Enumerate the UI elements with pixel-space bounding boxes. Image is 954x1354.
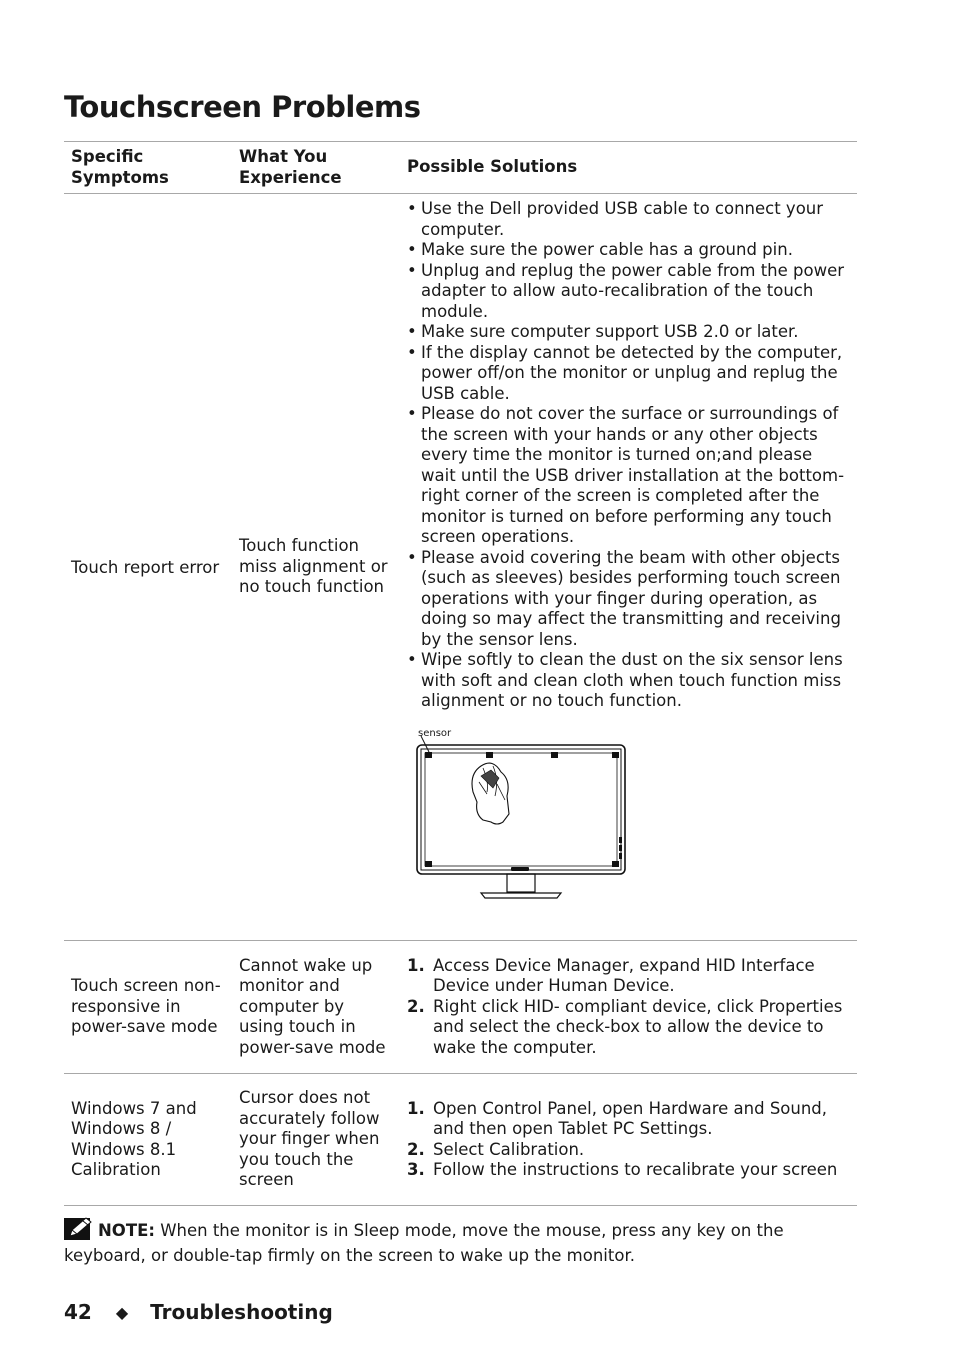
- list-item: • Wipe softly to clean the dust on the six sensor lens with soft and clean cloth when touch function miss alignment or no touch function.: [407, 650, 850, 712]
- list-item: • Please avoid covering the beam with other objects (such as sleeves) besides performing touch screen operations with your finger during operation, as doing so may affect the transmitting and receiving by the sensor lens.: [407, 548, 850, 651]
- list-item: [407, 1160, 850, 1181]
- list-item: • If the display cannot be detected by the computer, power off/on the monitor or unplug and replug the USB cable.: [407, 343, 850, 405]
- list-item: [407, 1140, 850, 1161]
- step-number: 3.: [407, 1160, 425, 1179]
- list-item: [407, 956, 850, 997]
- note-label: NOTE:: [98, 1221, 155, 1240]
- list-item: • Please do not cover the surface or surroundings of the screen with your hands or any other objects every time the monitor is turned on;and please wait until the USB driver installation at the bottom-right corner of the screen is completed after the monitor is turned on before performing any touch screen operations.: [407, 404, 850, 548]
- symptom-cell: Touch screen non-responsive in power-save mode: [71, 976, 221, 1037]
- header-solutions: Possible Solutions: [407, 157, 578, 177]
- step-number: 1.: [407, 955, 425, 975]
- monitor-illustration: [407, 722, 847, 927]
- table-row: [64, 1074, 857, 1206]
- step-number: 2.: [407, 1139, 425, 1159]
- step-number: 1.: [407, 1098, 425, 1118]
- experience-cell: Touch function miss alignment or no touch function: [239, 536, 388, 597]
- solutions-cell: [400, 941, 857, 1074]
- step-text: Follow the instructions to recalibrate your screen: [433, 1160, 838, 1179]
- table-row: [64, 194, 857, 941]
- solution-steps: [407, 956, 850, 1059]
- symptom-cell: Touch report error: [71, 557, 220, 577]
- solution-list: [407, 199, 850, 712]
- step-text: Select Calibration.: [433, 1139, 585, 1159]
- list-item: • Make sure the power cable has a ground pin.: [407, 240, 850, 261]
- page-footer: [64, 1300, 333, 1324]
- list-item: • Unplug and replug the power cable from the power adapter to allow auto-recalibration of the touch module.: [407, 261, 850, 323]
- note-paragraph: [64, 1216, 864, 1266]
- list-item: [407, 997, 850, 1059]
- section-name: Troubleshooting: [150, 1300, 333, 1324]
- symptom-cell: Windows 7 and Windows 8 / Windows 8.1 Calibration: [71, 1098, 197, 1179]
- solutions-cell: [400, 194, 857, 941]
- solutions-cell: [400, 1074, 857, 1206]
- page-title: Touchscreen Problems: [64, 90, 421, 124]
- step-text: Access Device Manager, expand HID Interface Device under Human Device.: [433, 955, 815, 996]
- note-text: When the monitor is in Sleep mode, move the mouse, press any key on the keyboard, or double-tap firmly on the screen to wake up the monitor.: [64, 1221, 784, 1265]
- experience-cell: Cursor does not accurately follow your finger when you touch the screen: [239, 1088, 380, 1190]
- table-row: [64, 941, 857, 1074]
- page-number: 42: [64, 1300, 92, 1324]
- step-text: Right click HID- compliant device, click Properties and select the check-box to allow the device to wake the computer.: [433, 996, 843, 1057]
- step-text: Open Control Panel, open Hardware and Sound, and then open Tablet PC Settings.: [433, 1098, 828, 1138]
- experience-cell: Cannot wake up monitor and computer by using touch in power-save mode: [239, 955, 386, 1057]
- list-item: [407, 1099, 850, 1140]
- list-item: • Use the Dell provided USB cable to connect your computer.: [407, 199, 850, 240]
- table-header-row: [64, 142, 857, 194]
- diamond-separator-icon: ◆: [115, 1302, 129, 1322]
- step-number: 2.: [407, 996, 425, 1016]
- monitor-sensor-figure: [407, 722, 847, 927]
- solution-steps: [407, 1099, 850, 1181]
- sensor-label: sensor: [418, 727, 452, 739]
- header-symptoms: Specific Symptoms: [71, 147, 169, 187]
- troubleshooting-table: [64, 141, 857, 1206]
- header-experience: What You Experience: [239, 147, 342, 187]
- list-item: • Make sure computer support USB 2.0 or later.: [407, 322, 850, 343]
- note-pencil-icon: [64, 1216, 94, 1245]
